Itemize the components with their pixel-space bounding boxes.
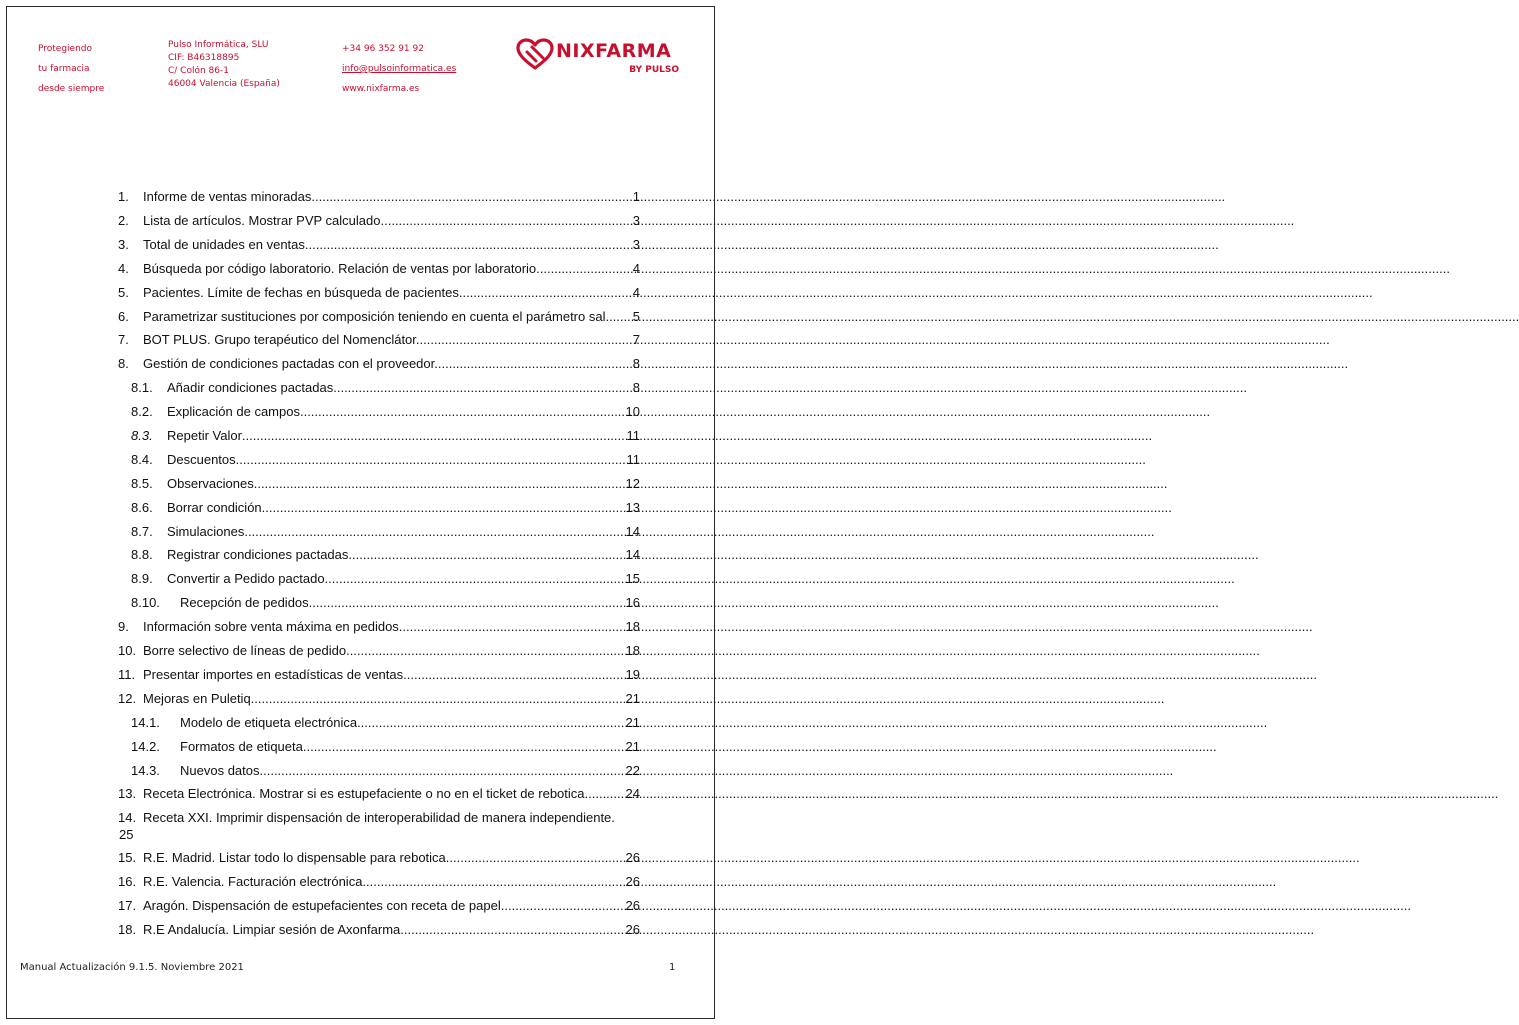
toc-entry[interactable] <box>7 872 716 892</box>
toc-title: R.E. Valencia. Facturación electrónica. <box>143 874 367 889</box>
toc-number: 8.10. <box>131 595 160 610</box>
contact-email-link[interactable]: info@pulsoinformatica.es <box>342 64 457 74</box>
toc-title: Receta Electrónica. Mostrar si es estupefaciente o no en el ticket de rebotica. <box>143 786 589 801</box>
toc-number: 14. <box>118 810 137 825</box>
toc-number: 8.1. <box>131 380 153 395</box>
toc-page-number: 26 <box>625 922 640 937</box>
toc-title: Receta XXI. Imprimir dispensación de interoperabilidad de manera independiente. <box>143 810 615 825</box>
toc-entry[interactable] <box>7 665 716 685</box>
toc-leader-dots <box>462 283 632 303</box>
toc-leader-dots <box>306 737 625 757</box>
footer-title: Manual Actualización 9.1.5. Noviembre 2021 <box>20 962 244 973</box>
toc-title: BOT PLUS. Grupo terapéutico del Nomenclátor. <box>143 332 420 347</box>
toc-number: 8.2. <box>131 404 153 419</box>
toc-leader-dots <box>262 498 626 518</box>
toc-leader-dots <box>325 569 626 589</box>
toc-entry[interactable] <box>7 737 716 757</box>
document-page <box>6 6 715 1019</box>
toc-number: 13. <box>118 786 137 801</box>
toc-page-number: 8 <box>632 356 640 371</box>
toc-page-number: 26 <box>625 874 640 889</box>
toc-entry[interactable] <box>7 848 716 868</box>
toc-number: 14.3. <box>131 763 160 778</box>
toc-leader-dots <box>366 872 626 892</box>
toc-entry[interactable] <box>7 450 716 470</box>
toc-page-number: 4 <box>632 261 640 276</box>
toc-leader-dots <box>257 474 625 494</box>
toc-title: Informe de ventas minoradas. <box>143 189 315 204</box>
toc-leader-dots <box>438 354 633 374</box>
toc-entry[interactable] <box>7 426 716 446</box>
toc-title: Añadir condiciones pactadas. <box>167 380 337 395</box>
toc-title: Registrar condiciones pactadas <box>167 547 349 562</box>
toc-entry[interactable] <box>7 330 716 350</box>
company-line: CIF: B46318895 <box>168 53 240 63</box>
toc-entry[interactable] <box>7 354 716 374</box>
toc-title: Parametrizar sustituciones por composición teniendo en cuenta el parámetro sal. <box>143 309 610 324</box>
toc-title: Presentar importes en estadísticas de ventas. <box>143 667 407 682</box>
toc-title: Convertir a Pedido pactado <box>167 571 325 586</box>
toc-leader-dots <box>588 784 625 804</box>
toc-leader-dots <box>236 450 627 470</box>
toc-title: Gestión de condiciones pactadas con el proveedor. <box>143 356 438 371</box>
logo-wordmark: NIXFARMA <box>556 40 672 62</box>
toc-title: Simulaciones <box>167 524 245 539</box>
toc-leader-dots <box>309 235 633 255</box>
toc-leader-dots <box>501 896 626 916</box>
toc-entry[interactable] <box>7 784 716 804</box>
toc-title: R.E Andalucía. Limpiar sesión de Axonfarma. <box>143 922 404 937</box>
toc-title: Búsqueda por código laboratorio. Relación de ventas por laboratorio. <box>143 261 540 276</box>
toc-number: 8. <box>118 356 129 371</box>
toc-number: 12. <box>118 691 137 706</box>
footer-page-number: 1 <box>669 962 676 973</box>
toc-leader-dots <box>420 330 633 350</box>
toc-page-number: 11 <box>626 428 640 443</box>
toc-page-number: 11 <box>626 452 640 467</box>
toc-number: 8.4. <box>131 452 153 467</box>
toc-page-number: 1 <box>632 189 640 204</box>
toc-number: 10. <box>118 643 137 658</box>
company-line: C/ Colón 86-1 <box>168 66 229 76</box>
toc-title: Información sobre venta máxima en pedidos. <box>143 619 403 634</box>
toc-leader-dots <box>540 259 633 279</box>
toc-entry[interactable] <box>7 689 716 709</box>
toc-entry[interactable] <box>7 522 716 542</box>
toc-leader-dots <box>407 665 626 685</box>
toc-entry[interactable] <box>7 187 716 207</box>
toc-leader-dots <box>404 920 626 940</box>
toc-leader-dots <box>609 307 633 327</box>
header-company <box>168 39 280 91</box>
toc-number: 8.8. <box>131 547 153 562</box>
toc-title: Explicación de campos <box>167 404 300 419</box>
toc-title: R.E. Madrid. Listar todo lo dispensable para rebotica. <box>143 850 450 865</box>
toc-page-number: 8 <box>632 380 640 395</box>
toc-number: 5. <box>118 285 129 300</box>
heart-logo-icon <box>516 39 554 71</box>
toc-entry[interactable] <box>7 545 716 565</box>
toc-title: Recepción de pedidos <box>180 595 309 610</box>
toc-title: Modelo de etiqueta electrónica <box>180 715 358 730</box>
toc-entry[interactable] <box>7 235 716 255</box>
toc-entry[interactable] <box>7 617 716 637</box>
toc-leader-dots <box>254 689 625 709</box>
toc-entry[interactable] <box>7 713 716 733</box>
toc-page-number: 25 <box>119 827 134 842</box>
toc-page-number: 21 <box>625 739 640 754</box>
company-line: Pulso Informática, SLU <box>168 40 269 50</box>
toc-leader-dots <box>384 211 633 231</box>
toc-number: 8.7. <box>131 524 153 539</box>
toc-page-number: 21 <box>625 691 640 706</box>
tagline-line: Protegiendo <box>38 44 93 54</box>
toc-title: Observaciones. <box>167 476 258 491</box>
toc-page-number: 5 <box>632 309 640 324</box>
toc-title: Pacientes. Límite de fechas en búsqueda de pacientes. <box>143 285 463 300</box>
toc-entry[interactable] <box>7 402 716 422</box>
toc-number: 8.3. <box>131 428 153 443</box>
toc-entry[interactable] <box>7 569 716 589</box>
toc-leader-dots <box>348 545 625 565</box>
toc-entry[interactable] <box>7 761 716 781</box>
toc-page-number: 24 <box>625 786 640 801</box>
toc-entry[interactable] <box>7 378 716 398</box>
tagline-line: desde siempre <box>38 84 105 94</box>
toc-page-number: 18 <box>625 643 640 658</box>
toc-page-number: 19 <box>625 667 640 682</box>
toc-page-number: 12 <box>625 476 640 491</box>
toc-number: 9. <box>118 619 129 634</box>
toc-entry[interactable] <box>7 896 716 916</box>
toc-title: Borrar condición <box>167 500 262 515</box>
toc-number: 8.9. <box>131 571 153 586</box>
toc-number: 8.6. <box>131 500 153 515</box>
nixfarma-logo <box>516 37 681 81</box>
toc-number: 8.5. <box>131 476 153 491</box>
toc-entry[interactable] <box>7 808 716 848</box>
toc-number: 17. <box>118 898 137 913</box>
toc-entry[interactable] <box>7 920 716 940</box>
toc-entry[interactable] <box>7 641 716 661</box>
toc-entry[interactable] <box>7 283 716 303</box>
toc-title: Mejoras en Puletiq. <box>143 691 255 706</box>
toc-page-number: 26 <box>625 898 640 913</box>
contact-phone: +34 96 352 91 92 <box>342 44 424 54</box>
toc-leader-dots <box>300 402 626 422</box>
logo-subtitle: BY PULSO <box>629 65 679 75</box>
company-line: 46004 Valencia (España) <box>168 79 280 89</box>
toc-leader-dots <box>242 426 627 446</box>
header-tagline <box>38 39 104 99</box>
toc-number: 6. <box>118 309 129 324</box>
toc-leader-dots <box>309 593 626 613</box>
toc-number: 16. <box>118 874 137 889</box>
toc-leader-dots <box>337 378 633 398</box>
toc-page-number: 16 <box>625 595 640 610</box>
toc-number: 7. <box>118 332 129 347</box>
toc-page-number: 3 <box>632 213 640 228</box>
toc-page-number: 14 <box>625 547 640 562</box>
toc-number: 2. <box>118 213 129 228</box>
toc-leader-dots <box>350 641 626 661</box>
toc-page-number: 3 <box>632 237 640 252</box>
toc-number: 11. <box>118 667 136 682</box>
toc-title: Repetir Valor <box>167 428 242 443</box>
toc-page-number: 22 <box>625 763 640 778</box>
toc-title: Descuentos <box>167 452 236 467</box>
toc-entry[interactable] <box>7 307 716 327</box>
toc-page-number: 7 <box>632 332 640 347</box>
toc-title: Nuevos datos. <box>180 763 264 778</box>
toc-page-number: 18 <box>625 619 640 634</box>
tagline-line: tu farmacia <box>38 64 90 74</box>
toc-number: 14.2. <box>131 739 160 754</box>
toc-page-number: 21 <box>625 715 640 730</box>
toc-number: 4. <box>118 261 129 276</box>
toc-page-number: 10 <box>625 404 640 419</box>
toc-title: Total de unidades en ventas. <box>143 237 309 252</box>
toc-entry[interactable] <box>7 211 716 231</box>
toc-entry[interactable] <box>7 259 716 279</box>
toc-entry[interactable] <box>7 498 716 518</box>
contact-web: www.nixfarma.es <box>342 84 420 94</box>
toc-number: 15. <box>118 850 137 865</box>
toc-number: 18. <box>118 922 137 937</box>
toc-leader-dots <box>357 713 625 733</box>
header-contact <box>342 39 456 99</box>
toc-title: Lista de artículos. Mostrar PVP calculado. <box>143 213 385 228</box>
toc-title: Formatos de etiqueta. <box>180 739 307 754</box>
toc-title: Borre selectivo de líneas de pedido. <box>143 643 350 658</box>
toc-entry[interactable] <box>7 474 716 494</box>
toc-page-number: 13 <box>625 500 640 515</box>
toc-entry[interactable] <box>7 593 716 613</box>
toc-number: 3. <box>118 237 129 252</box>
toc-number: 1. <box>118 189 129 204</box>
toc-page-number: 15 <box>625 571 640 586</box>
toc-page-number: 14 <box>625 524 640 539</box>
toc-leader-dots <box>263 761 625 781</box>
toc-leader-dots <box>449 848 625 868</box>
toc-leader-dots <box>402 617 625 637</box>
toc-page-number: 4 <box>632 285 640 300</box>
toc-title: Aragón. Dispensación de estupefacientes con receta de papel <box>143 898 501 913</box>
toc-number: 14.1. <box>131 715 160 730</box>
toc-leader-dots <box>244 522 625 542</box>
toc-page-number: 26 <box>625 850 640 865</box>
toc-leader-dots <box>315 187 633 207</box>
